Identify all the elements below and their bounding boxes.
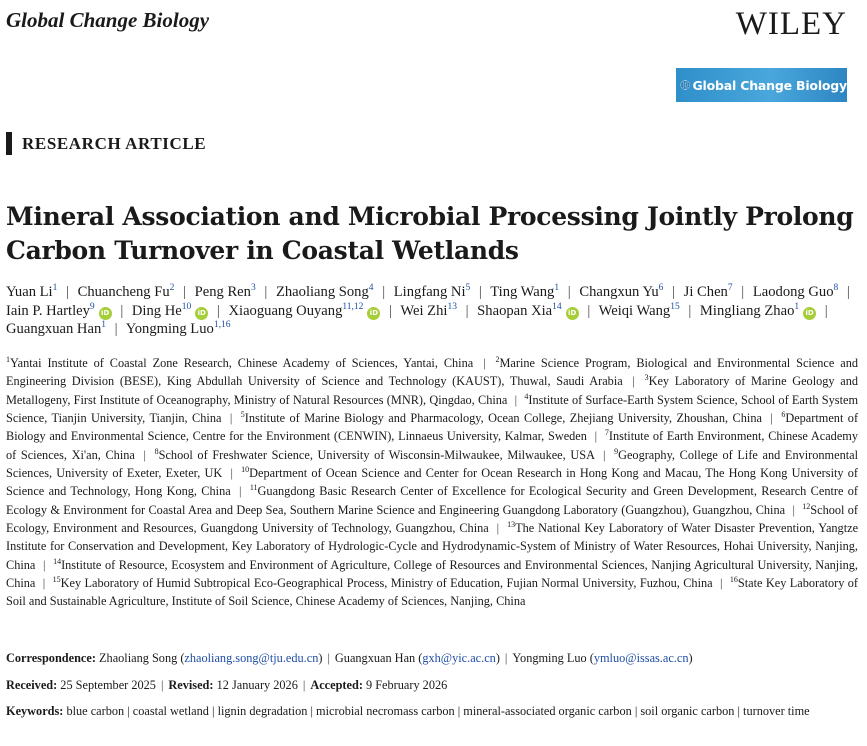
affiliation-ref[interactable]: 10 <box>181 301 192 312</box>
keyword[interactable]: blue carbon <box>66 704 125 718</box>
affiliation-ref[interactable]: 1 <box>101 320 106 331</box>
author[interactable] <box>6 284 57 300</box>
affiliation-item <box>241 411 762 425</box>
separator: | <box>229 411 233 426</box>
author-name[interactable]: Iain P. Hartley <box>6 302 90 319</box>
affiliation-number: 15 <box>52 575 61 585</box>
separator: | <box>720 576 723 591</box>
author[interactable] <box>126 321 231 337</box>
affiliation-ref[interactable]: 11,12 <box>342 301 364 312</box>
affiliation-number: 14 <box>53 556 62 566</box>
separator: | <box>496 521 500 536</box>
author[interactable] <box>477 303 578 319</box>
affiliation-text: Key Laboratory of Humid Subtropical Eco-Geographical Process, Ministry of Education, Fujian Normal University, Fuzhou, China <box>60 576 713 591</box>
author[interactable] <box>195 284 256 300</box>
correspondence: Correspondence: Zhaoliang Song (zhaoliang.song@tju.edu.cn) | Guangxuan Han (gxh@yic.ac.cn) | Yongming Luo (ymluo@issas.ac.cn) <box>6 651 693 665</box>
separator: | <box>212 704 215 718</box>
journal-name[interactable]: Global Change Biology <box>6 8 210 32</box>
affiliation-number: 4 <box>524 391 529 401</box>
author[interactable] <box>684 284 733 300</box>
author[interactable] <box>579 284 663 300</box>
separator: | <box>183 284 186 300</box>
author-name[interactable]: Lingfang Ni <box>393 284 466 300</box>
affiliation-number: 1 <box>6 354 10 364</box>
separator: | <box>327 651 330 665</box>
affiliation-number: 10 <box>241 464 250 474</box>
correspondence-label: Correspondence: <box>6 651 96 665</box>
author-name[interactable]: Zhaoliang Song <box>275 284 369 300</box>
article-title: Mineral Association and Microbial Processing Jointly Prolong Carbon Turnover in Coastal Wetlands <box>6 202 854 265</box>
affiliation-text: Institute of Surface-Earth System Science, School of Earth System Science, Tianjin University, Tianjin, China <box>6 392 859 426</box>
affiliation-ref[interactable]: 2 <box>169 283 175 294</box>
author-name[interactable]: Xiaoguang Ouyang <box>228 302 343 319</box>
keyword[interactable]: lignin degradation <box>217 704 308 718</box>
separator: | <box>737 704 740 718</box>
separator: | <box>42 576 46 591</box>
affiliation-number: 5 <box>240 409 245 419</box>
contact-name: Zhaoliang Song <box>99 651 178 665</box>
email-link[interactable]: gxh@yic.ac.cn <box>422 651 496 665</box>
publisher-logo[interactable]: WILEY <box>735 6 847 42</box>
separator: | <box>457 704 461 718</box>
date-value: 12 January 2026 <box>216 678 298 692</box>
author-name[interactable]: Laodong Guo <box>752 284 834 300</box>
affiliation-ref[interactable]: 1 <box>554 283 560 294</box>
affiliation-text: Key Laboratory of Marine Geology and Metallogeny, First Institute of Oceanography, Ministry of Natural Resources (MNR), Qingdao, China <box>6 374 859 407</box>
orcid-icon[interactable]: iD <box>803 307 816 320</box>
affiliation-ref[interactable]: 3 <box>250 283 256 294</box>
affiliation-text: Institute of Marine Biology and Pharmacology, Ocean College, Zhejiang University, Zhoushan, China <box>244 411 762 426</box>
date-value: 25 September 2025 <box>60 678 156 692</box>
affiliation-ref[interactable]: 9 <box>89 301 95 312</box>
affiliation-number: 2 <box>495 354 500 364</box>
affiliation-ref[interactable]: 14 <box>552 301 562 312</box>
keywords-label: Keywords: <box>6 704 64 718</box>
affiliation-item <box>155 448 595 462</box>
contact-name: Guangxuan Han <box>334 651 416 665</box>
affiliation-ref[interactable]: 5 <box>465 283 471 294</box>
affiliation-text: Yantai Institute of Coastal Zone Research, Chinese Academy of Sciences, Yantai, China <box>10 356 474 370</box>
author[interactable] <box>228 303 380 319</box>
author[interactable] <box>132 303 208 319</box>
affiliation-ref[interactable]: 1 <box>794 301 800 312</box>
separator: | <box>483 356 486 370</box>
separator: | <box>114 321 118 338</box>
separator: | <box>302 678 306 692</box>
affiliation-number: 9 <box>614 446 619 456</box>
separator: | <box>143 447 146 462</box>
author[interactable] <box>6 303 112 319</box>
author[interactable] <box>78 284 175 300</box>
affiliation-ref[interactable]: 6 <box>658 283 664 294</box>
author-name[interactable]: Ji Chen <box>683 284 728 300</box>
contact-name: Yongming Luo <box>512 651 587 665</box>
date-label: Revised: <box>168 678 214 692</box>
affiliation-number: 16 <box>729 575 738 585</box>
author-name[interactable]: Yongming Luo <box>125 321 214 338</box>
email-link[interactable]: zhaoliang.song@tju.edu.cn <box>184 651 319 665</box>
author[interactable] <box>276 284 374 300</box>
separator: | <box>66 284 69 300</box>
author[interactable] <box>400 303 457 319</box>
affiliation-text: Guangdong Basic Research Center of Excellence for Ecological Security and Green Development, Research Centre of Ecology & Environment for Coastal Area and Deep Sea, Southern Marine Science and Engineering Guangdong Laboratory (Guangzhou), Guangzhou, China <box>6 484 859 517</box>
keyword[interactable]: coastal wetland <box>132 704 209 718</box>
affiliation-item <box>6 356 473 370</box>
affiliation-text: School of Freshwater Science, University of Wisconsin-Milwaukee, Milwaukee, USA <box>158 447 595 462</box>
author-list <box>6 283 856 339</box>
separator: | <box>792 502 795 517</box>
affiliations <box>6 354 858 611</box>
separator: | <box>824 302 828 319</box>
author[interactable] <box>599 303 680 319</box>
separator: | <box>239 484 242 499</box>
separator: | <box>846 284 850 300</box>
separator: | <box>587 302 591 319</box>
keyword[interactable]: mineral-associated organic carbon <box>463 704 632 718</box>
affiliation-ref[interactable]: 8 <box>833 283 839 294</box>
affiliation-number: 13 <box>507 520 516 529</box>
separator: | <box>770 411 773 426</box>
affiliation-text: School of Ecology, Environment and Resources, Guangdong University of Technology, Guangzhou, China <box>6 502 859 536</box>
separator: | <box>230 466 233 481</box>
author-name[interactable]: Shaopan Xia <box>477 302 553 319</box>
badge-label: Global Change Biology <box>692 77 847 93</box>
separator: | <box>120 302 124 319</box>
affiliation-item <box>53 576 713 590</box>
author-name[interactable]: Peng Ren <box>194 284 251 300</box>
email-link[interactable]: ymluo@issas.ac.cn <box>593 651 689 665</box>
orcid-icon[interactable]: iD <box>566 307 579 320</box>
keyword[interactable]: microbial necromass carbon <box>316 704 455 718</box>
affiliation-text: Institute of Earth Environment, Chinese Academy of Sciences, Xi'an, China <box>6 429 858 462</box>
affiliation-number: 3 <box>644 373 649 383</box>
affiliation-ref[interactable]: 4 <box>368 283 374 294</box>
affiliation-text: Institute of Resource, Ecosystem and Environment of Agriculture, College of Resources and Environmental Sciences, Nanjing Agricultural University, Nanjing, China <box>6 557 859 591</box>
separator: | <box>264 284 268 300</box>
separator: | <box>310 704 313 718</box>
author-name[interactable]: Guangxuan Han <box>6 321 102 338</box>
date-label: Received: <box>6 678 58 692</box>
separator: | <box>160 678 164 692</box>
separator: | <box>634 704 638 718</box>
affiliation-number: 12 <box>802 501 811 511</box>
article-dates <box>6 676 856 695</box>
author[interactable] <box>394 284 471 300</box>
separator: | <box>382 284 386 300</box>
separator: | <box>672 284 675 300</box>
separator: | <box>504 651 508 665</box>
separator: | <box>602 447 606 462</box>
author[interactable] <box>490 284 559 300</box>
separator: | <box>478 284 482 300</box>
affiliation-number: 11 <box>249 483 258 493</box>
separator: | <box>567 284 571 300</box>
separator: | <box>688 302 692 319</box>
author-name[interactable]: Changxun Yu <box>579 284 659 300</box>
affiliation-text: Department of Biology and Environmental Science, Centre for the Environment (CENWIN), Linnaeus University, Kalmar, Sweden <box>6 411 859 444</box>
orcid-icon[interactable]: iD <box>367 307 380 320</box>
separator: | <box>389 302 392 319</box>
affiliation-ref[interactable]: 15 <box>670 301 680 312</box>
separator: | <box>127 704 130 718</box>
affiliation-ref[interactable]: 13 <box>447 301 457 312</box>
separator: | <box>514 392 518 407</box>
affiliation-number: 7 <box>604 428 609 438</box>
author-name[interactable]: Ting Wang <box>490 284 555 300</box>
author-name[interactable]: Weiqi Wang <box>598 302 671 319</box>
affiliation-text: Marine Science Program, Biological and Environmental Science and Engineering Division (BESE), King Abdullah University of Science and Technology (KAUST), Thuwal, Saudi Arabia <box>6 356 858 389</box>
separator: | <box>632 374 635 389</box>
affiliation-ref[interactable]: 1 <box>52 283 58 294</box>
separator: | <box>216 302 220 319</box>
affiliation-ref[interactable]: 7 <box>727 283 733 294</box>
author-name[interactable]: Mingliang Zhao <box>699 302 795 319</box>
affiliation-number: 6 <box>781 409 786 419</box>
author[interactable] <box>700 303 816 319</box>
separator: | <box>42 557 46 572</box>
author[interactable] <box>753 284 838 300</box>
date-value: 9 February 2026 <box>366 678 448 692</box>
globe-icon <box>680 74 690 96</box>
keywords <box>6 702 856 721</box>
affiliation-number: 8 <box>154 446 159 456</box>
affiliation-text: Department of Ocean Science and Center for Ocean Research in Hong Kong and Macau, The Hong Kong University of Science and Technology, Hong Kong, China <box>6 466 858 499</box>
affiliation-ref[interactable]: 1,16 <box>213 320 231 331</box>
date-label: Accepted: <box>310 678 363 692</box>
article-type: RESEARCH ARTICLE <box>6 132 206 155</box>
separator: | <box>465 302 469 319</box>
author-name[interactable]: Ding He <box>131 302 182 319</box>
journal-badge[interactable] <box>676 68 847 102</box>
orcid-icon[interactable]: iD <box>195 307 208 320</box>
author-name[interactable]: Chuancheng Fu <box>77 284 170 300</box>
keyword[interactable]: soil organic carbon <box>640 704 735 718</box>
keyword[interactable]: turnover time <box>743 704 810 718</box>
affiliation-text: State Key Laboratory of Soil and Sustainable Agriculture, Institute of Soil Science, Chinese Academy of Sciences, Nanjing, China <box>6 576 859 609</box>
orcid-icon[interactable]: iD <box>99 307 112 320</box>
separator: | <box>741 284 745 300</box>
author-name[interactable]: Yuan Li <box>6 284 53 300</box>
author-name[interactable]: Wei Zhi <box>400 302 448 319</box>
affiliation-text: The National Key Laboratory of Water Disaster Prevention, Yangtze Institute for Conservation and Development, Key Laboratory of Hydrologic-Cycle and Hydrodynamic-System of Ministry of Water Resources, Hohai University, Nanjing, China <box>6 521 859 572</box>
author[interactable] <box>6 321 106 337</box>
affiliation-text: Geography, College of Life and Environmental Sciences, University of Exeter, Exeter, UK <box>6 447 859 481</box>
separator: | <box>594 429 598 444</box>
